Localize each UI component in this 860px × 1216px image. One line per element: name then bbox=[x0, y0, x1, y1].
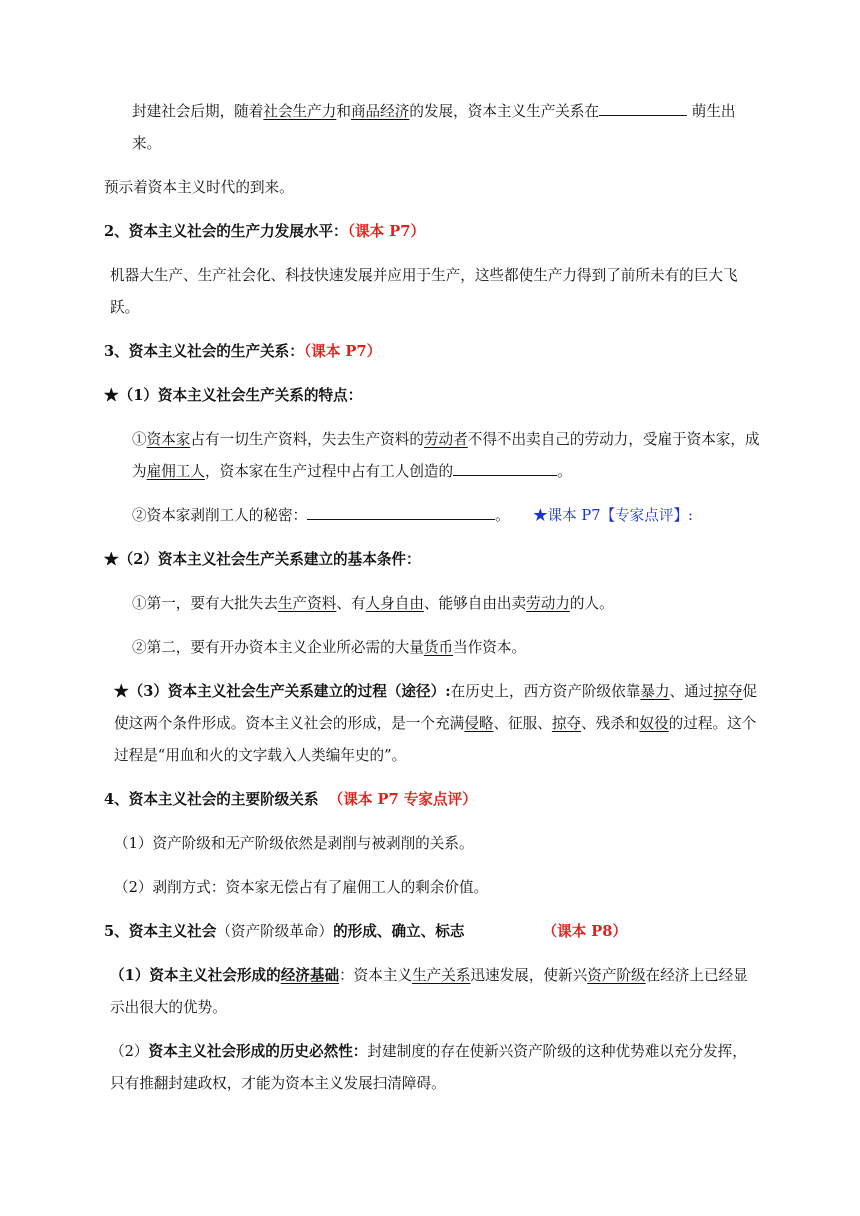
text: 和 bbox=[336, 103, 351, 120]
underlined-term: 生产资料 bbox=[277, 595, 337, 612]
textbook-reference: （课本 P7） bbox=[303, 343, 382, 360]
subheading-inline: ★（3）资本主义社会生产关系建立的过程（途径）: bbox=[114, 683, 451, 700]
intro-paragraph-2: 预示着资本主义时代的到来。 bbox=[104, 179, 294, 196]
list-item: （1）资产阶级和无产阶级依然是剥削与被剥削的关系。 bbox=[114, 835, 474, 852]
underlined-term: 社会生产力 bbox=[263, 103, 337, 120]
text: 在经济上已经显示出很大的优势。 bbox=[110, 967, 748, 1016]
text: 的发展，资本主义生产关系在 bbox=[409, 103, 600, 120]
text: 。 bbox=[495, 507, 510, 524]
underlined-term: 生产关系 bbox=[412, 967, 471, 984]
text: 、有 bbox=[336, 595, 366, 612]
text: 封建制度的存在使新兴资产阶级的这种优势难以充分发挥，只有推翻封建政权，才能为资本主义发展扫清障碍。 bbox=[110, 1043, 747, 1092]
text: 的人。 bbox=[569, 595, 614, 612]
list-item bbox=[104, 588, 760, 620]
underlined-term: 暴力 bbox=[640, 683, 670, 700]
underlined-term: 劳动者 bbox=[423, 431, 468, 448]
text: 、通过 bbox=[669, 683, 714, 700]
expert-comment-note: ★课本 P7【专家点评】: bbox=[532, 507, 693, 524]
textbook-reference: （课本 P7） bbox=[347, 223, 425, 240]
section-heading bbox=[104, 216, 760, 248]
document-page bbox=[104, 96, 760, 1100]
textbook-reference: （课本 P7 专家点评） bbox=[328, 791, 477, 808]
text: ②资本家剥削工人的秘密： bbox=[132, 507, 308, 524]
section-heading bbox=[104, 784, 760, 816]
underlined-term: 掠夺 bbox=[713, 683, 743, 700]
underlined-term: 资产阶级 bbox=[587, 967, 646, 984]
intro-paragraph bbox=[104, 96, 760, 160]
text: 、能够自由出卖 bbox=[423, 595, 527, 612]
text: 迅速发展，使新兴 bbox=[470, 967, 588, 984]
underlined-term: 劳动力 bbox=[526, 595, 570, 612]
text: ①第一，要有大批失去 bbox=[132, 595, 278, 612]
text: 封建社会后期，随着 bbox=[132, 103, 264, 120]
textbook-reference: （课本 P8） bbox=[542, 923, 628, 940]
process-paragraph bbox=[104, 676, 760, 772]
underlined-term: 掠夺 bbox=[551, 715, 582, 732]
section-heading bbox=[104, 916, 760, 948]
underlined-term: 奴役 bbox=[639, 715, 669, 732]
list-item bbox=[104, 1036, 760, 1100]
text: 的过程。这个过程是“用血和火的文字载入人类编年史的”。 bbox=[114, 715, 757, 764]
text: 当作资本。 bbox=[453, 639, 527, 656]
list-item bbox=[104, 632, 760, 664]
underlined-term: 商品经济 bbox=[350, 103, 410, 120]
lead-text: 资本主义社会形成的历史必然性： bbox=[148, 1043, 368, 1060]
fill-blank[interactable] bbox=[599, 101, 687, 116]
section-heading bbox=[104, 336, 760, 368]
fill-blank[interactable] bbox=[307, 505, 495, 520]
underlined-term: 资本家 bbox=[146, 431, 191, 448]
list-item: （2）剥削方式：资本家无偿占有了雇佣工人的剩余价值。 bbox=[114, 879, 489, 896]
heading-text: 5、资本主义社会 bbox=[104, 923, 217, 940]
text: ：资本主义 bbox=[339, 967, 413, 984]
text: 。 bbox=[557, 463, 572, 480]
text: ① bbox=[132, 431, 147, 448]
lead-text: （1）资本主义社会形成的 bbox=[110, 967, 281, 984]
underlined-term: 侵略 bbox=[464, 715, 494, 732]
heading-text: 2、资本主义社会的生产力发展水平： bbox=[104, 223, 348, 240]
text: ，资本家在生产过程中占有工人创造的 bbox=[205, 463, 454, 480]
list-item bbox=[104, 500, 760, 532]
heading-paren: （资产阶级革命） bbox=[216, 923, 334, 940]
underlined-term: 人身自由 bbox=[365, 595, 424, 612]
underlined-term: 经济基础 bbox=[280, 967, 340, 984]
list-item bbox=[104, 960, 760, 1024]
subheading: ★（2）资本主义社会生产关系建立的基本条件： bbox=[104, 551, 421, 568]
heading-text: 的形成、确立、标志 bbox=[333, 923, 465, 940]
text: 占有一切生产资料，失去生产资料的 bbox=[190, 431, 424, 448]
fill-blank[interactable] bbox=[453, 461, 557, 476]
heading-text: 4、资本主义社会的主要阶级关系 bbox=[104, 791, 319, 808]
underlined-term: 雇佣工人 bbox=[146, 463, 205, 480]
list-item bbox=[104, 424, 760, 488]
text: 、征服、 bbox=[493, 715, 552, 732]
heading-text: 3、资本主义社会的生产关系： bbox=[104, 343, 304, 360]
text: （2） bbox=[110, 1043, 149, 1060]
text: 促使这两个条件形成。资本主义社会的形成，是一个充满 bbox=[114, 683, 758, 732]
text: 不得不出卖自己的劳动力，受雇于资本家，成为 bbox=[132, 431, 760, 480]
text: ②第二，要有开办资本主义企业所必需的大量 bbox=[132, 639, 424, 656]
text: 在历史上，西方资产阶级依靠 bbox=[450, 683, 641, 700]
subheading: ★（1）资本主义社会生产关系的特点： bbox=[104, 387, 363, 404]
underlined-term: 货币 bbox=[423, 639, 454, 656]
text: 萌生出来。 bbox=[132, 103, 736, 152]
text: 、残杀和 bbox=[581, 715, 640, 732]
section-body: 机器大生产、生产社会化、科技快速发展并应用于生产，这些都使生产力得到了前所未有的巨大飞跃。 bbox=[110, 267, 738, 316]
